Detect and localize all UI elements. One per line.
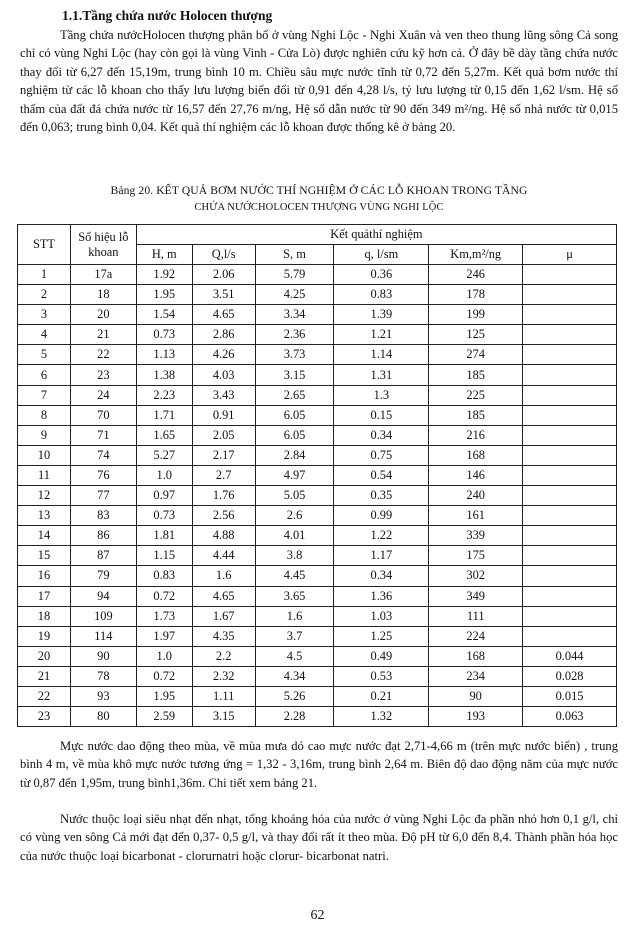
cell-q: 4.88 <box>192 526 255 546</box>
cell-h: 1.92 <box>136 265 192 285</box>
cell-s: 3.8 <box>255 546 334 566</box>
cell-specific-q: 1.17 <box>334 546 429 566</box>
cell-borehole-id: 109 <box>70 606 136 626</box>
cell-stt: 10 <box>18 445 71 465</box>
cell-mu <box>523 285 617 305</box>
cell-s: 4.97 <box>255 465 334 485</box>
cell-mu <box>523 425 617 445</box>
cell-km: 234 <box>429 666 523 686</box>
table-row <box>18 285 617 305</box>
section-heading: 1.1.Tầng chứa nước Holocen thượng <box>62 8 273 23</box>
cell-mu <box>523 365 617 385</box>
cell-specific-q: 1.3 <box>334 385 429 405</box>
cell-q: 4.26 <box>192 345 255 365</box>
cell-s: 4.01 <box>255 526 334 546</box>
table-caption-line2: CHỨA NƯỚCHOLOCEN THƯỢNG VÙNG NGHI LỘC <box>194 202 444 213</box>
cell-s: 1.6 <box>255 606 334 626</box>
cell-specific-q: 1.14 <box>334 345 429 365</box>
cell-km: 274 <box>429 345 523 365</box>
cell-specific-q: 0.75 <box>334 445 429 465</box>
cell-mu <box>523 606 617 626</box>
cell-stt: 14 <box>18 526 71 546</box>
header-km: Km,m²/ng <box>429 245 523 265</box>
cell-stt: 20 <box>18 646 71 666</box>
cell-h: 1.54 <box>136 305 192 325</box>
cell-q: 2.56 <box>192 506 255 526</box>
cell-borehole-id: 79 <box>70 566 136 586</box>
paragraph-intro: Tầng chứa nướcHolocen thượng phân bố ở vùng Nghi Lộc - Nghi Xuân và ven theo thung lũng sông Cả song chỉ có vùng Nghi Lộc (hay còn gọi là vùng Vinh - Cửa Lò) được nghiên cứu kỹ hơn cả. Ở đây bề dày tầng chứa nước thay đổi từ 6,27 đến 15,19m, trung bình 10 m. Chiều sâu mực nước tĩnh từ 0,72 đến 5,27m. Kết quả bơm nước thí nghiệm từ các lỗ khoan cho thấy lưu lượng biến đổi từ 0,91 đến 4,28 l/s, tỷ lưu lượng từ 0,15 đến 1,62 l/sm. Hệ số thấm của đất đá chứa nước từ 16,57 đến 27,76 m/ng, Hệ số dẫn nước từ 90 đến 349 m²/ng. Hệ số nhả nước từ 0,015 đến 0,063; trung bình 0,04. Kết quả thí nghiệm các lỗ khoan được thống kê ở bảng 20. <box>20 28 618 135</box>
cell-borehole-id: 21 <box>70 325 136 345</box>
table-row <box>18 445 617 465</box>
cell-q: 1.67 <box>192 606 255 626</box>
cell-km: 185 <box>429 405 523 425</box>
cell-h: 1.0 <box>136 465 192 485</box>
cell-s: 4.5 <box>255 646 334 666</box>
table-row <box>18 686 617 706</box>
cell-h: 1.97 <box>136 626 192 646</box>
table-row <box>18 646 617 666</box>
cell-q: 4.65 <box>192 586 255 606</box>
cell-q: 4.44 <box>192 546 255 566</box>
cell-q: 2.17 <box>192 445 255 465</box>
cell-s: 4.45 <box>255 566 334 586</box>
cell-h: 1.65 <box>136 425 192 445</box>
cell-stt: 11 <box>18 465 71 485</box>
cell-mu: 0.028 <box>523 666 617 686</box>
cell-specific-q: 0.34 <box>334 425 429 445</box>
cell-borehole-id: 70 <box>70 405 136 425</box>
cell-borehole-id: 17a <box>70 265 136 285</box>
cell-specific-q: 1.25 <box>334 626 429 646</box>
cell-km: 199 <box>429 305 523 325</box>
cell-mu <box>523 265 617 285</box>
cell-stt: 1 <box>18 265 71 285</box>
table-row <box>18 526 617 546</box>
cell-q: 2.06 <box>192 265 255 285</box>
cell-q: 2.2 <box>192 646 255 666</box>
cell-mu <box>523 385 617 405</box>
cell-h: 2.59 <box>136 707 192 727</box>
cell-borehole-id: 86 <box>70 526 136 546</box>
cell-mu: 0.044 <box>523 646 617 666</box>
cell-h: 1.81 <box>136 526 192 546</box>
cell-borehole-id: 77 <box>70 486 136 506</box>
cell-stt: 9 <box>18 425 71 445</box>
cell-specific-q: 1.32 <box>334 707 429 727</box>
cell-borehole-id: 18 <box>70 285 136 305</box>
cell-specific-q: 1.22 <box>334 526 429 546</box>
cell-s: 3.73 <box>255 345 334 365</box>
cell-km: 193 <box>429 707 523 727</box>
cell-specific-q: 0.21 <box>334 686 429 706</box>
cell-stt: 19 <box>18 626 71 646</box>
cell-q: 1.76 <box>192 486 255 506</box>
cell-s: 5.05 <box>255 486 334 506</box>
pumping-test-table <box>17 224 617 727</box>
cell-q: 4.03 <box>192 365 255 385</box>
cell-mu <box>523 586 617 606</box>
table-row <box>18 345 617 365</box>
cell-stt: 5 <box>18 345 71 365</box>
table-body <box>18 265 617 727</box>
cell-specific-q: 0.99 <box>334 506 429 526</box>
cell-s: 4.34 <box>255 666 334 686</box>
cell-s: 3.34 <box>255 305 334 325</box>
cell-s: 2.28 <box>255 707 334 727</box>
cell-stt: 8 <box>18 405 71 425</box>
cell-s: 3.65 <box>255 586 334 606</box>
cell-h: 1.0 <box>136 646 192 666</box>
cell-q: 3.43 <box>192 385 255 405</box>
table-row <box>18 626 617 646</box>
cell-km: 225 <box>429 385 523 405</box>
table-row <box>18 425 617 445</box>
cell-s: 2.36 <box>255 325 334 345</box>
cell-q: 2.05 <box>192 425 255 445</box>
header-stt: STT <box>18 225 71 265</box>
header-mu: μ <box>523 245 617 265</box>
cell-km: 90 <box>429 686 523 706</box>
cell-km: 246 <box>429 265 523 285</box>
cell-h: 0.83 <box>136 566 192 586</box>
cell-km: 168 <box>429 445 523 465</box>
page-number: 62 <box>310 908 325 923</box>
header-specific-q: q, l/sm <box>334 245 429 265</box>
cell-s: 6.05 <box>255 425 334 445</box>
cell-km: 185 <box>429 365 523 385</box>
cell-borehole-id: 71 <box>70 425 136 445</box>
table-row <box>18 606 617 626</box>
cell-h: 1.13 <box>136 345 192 365</box>
cell-borehole-id: 76 <box>70 465 136 485</box>
cell-km: 161 <box>429 506 523 526</box>
table-row <box>18 586 617 606</box>
cell-km: 111 <box>429 606 523 626</box>
cell-specific-q: 0.83 <box>334 285 429 305</box>
header-borehole-id: Số hiệu lỗ khoan <box>70 225 136 265</box>
cell-specific-q: 1.36 <box>334 586 429 606</box>
header-s: S, m <box>255 245 334 265</box>
cell-km: 168 <box>429 646 523 666</box>
cell-stt: 6 <box>18 365 71 385</box>
cell-s: 5.79 <box>255 265 334 285</box>
cell-h: 0.73 <box>136 325 192 345</box>
table-row <box>18 305 617 325</box>
cell-stt: 23 <box>18 707 71 727</box>
cell-stt: 3 <box>18 305 71 325</box>
table-row <box>18 546 617 566</box>
paragraph-water-level: Mực nước dao động theo mùa, về mùa mưa dó cao mực nước đạt 2,71-4,66 m (trên mực nước biển) , trung bình 4 m, về mùa khô mực nước tương ứng = 1,32 - 3,16m, trung bình 2,64 m. Biên độ dao động năm của mực nước từ 0,87 đến 1,95m, trung bình1,36m. Chi tiết xem bảng 21. <box>20 739 618 790</box>
cell-q: 0.91 <box>192 405 255 425</box>
cell-stt: 21 <box>18 666 71 686</box>
cell-h: 1.15 <box>136 546 192 566</box>
header-h: H, m <box>136 245 192 265</box>
cell-borehole-id: 24 <box>70 385 136 405</box>
cell-h: 1.95 <box>136 285 192 305</box>
cell-stt: 13 <box>18 506 71 526</box>
cell-h: 1.71 <box>136 405 192 425</box>
cell-specific-q: 0.36 <box>334 265 429 285</box>
cell-borehole-id: 87 <box>70 546 136 566</box>
table-row <box>18 325 617 345</box>
cell-stt: 2 <box>18 285 71 305</box>
cell-mu: 0.015 <box>523 686 617 706</box>
cell-km: 240 <box>429 486 523 506</box>
cell-h: 0.72 <box>136 666 192 686</box>
cell-q: 1.6 <box>192 566 255 586</box>
cell-km: 339 <box>429 526 523 546</box>
cell-km: 125 <box>429 325 523 345</box>
table-row <box>18 506 617 526</box>
table-caption-line1: Bảng 20. KẾT QUẢ BƠM NƯỚC THÍ NGHIỆM Ở CÁC LỖ KHOAN TRONG TẦNG <box>110 184 528 197</box>
cell-borehole-id: 93 <box>70 686 136 706</box>
cell-specific-q: 1.03 <box>334 606 429 626</box>
cell-km: 175 <box>429 546 523 566</box>
cell-borehole-id: 23 <box>70 365 136 385</box>
cell-borehole-id: 74 <box>70 445 136 465</box>
cell-specific-q: 0.15 <box>334 405 429 425</box>
cell-km: 302 <box>429 566 523 586</box>
cell-km: 349 <box>429 586 523 606</box>
cell-h: 1.73 <box>136 606 192 626</box>
cell-specific-q: 0.35 <box>334 486 429 506</box>
table-row <box>18 566 617 586</box>
cell-mu <box>523 506 617 526</box>
cell-borehole-id: 22 <box>70 345 136 365</box>
cell-mu <box>523 405 617 425</box>
cell-stt: 18 <box>18 606 71 626</box>
cell-mu <box>523 465 617 485</box>
cell-specific-q: 0.34 <box>334 566 429 586</box>
cell-stt: 15 <box>18 546 71 566</box>
cell-km: 224 <box>429 626 523 646</box>
cell-borehole-id: 90 <box>70 646 136 666</box>
cell-q: 2.7 <box>192 465 255 485</box>
cell-q: 3.51 <box>192 285 255 305</box>
cell-h: 0.72 <box>136 586 192 606</box>
header-test-results: Kết quảthí nghiệm <box>136 225 616 245</box>
cell-mu <box>523 626 617 646</box>
cell-s: 3.7 <box>255 626 334 646</box>
cell-specific-q: 1.21 <box>334 325 429 345</box>
paragraph-chemistry: Nước thuộc loại siêu nhạt đến nhạt, tổng khoáng hóa của nước ở vùng Nghi Lộc đa phần nhỏ hơn 0,1 g/l, chỉ có vùng ven sông Cả mới đạt đến 0,37- 0,5 g/l, và thay đổi rất ít theo mùa. Độ pH từ 6,0 đến 8,4. Thành phần hóa học của nước thuộc loại bicarbonat - clorurnatri hoặc clorur- bicarbonat natri. <box>20 812 618 863</box>
cell-mu <box>523 345 617 365</box>
cell-mu <box>523 566 617 586</box>
table-row <box>18 465 617 485</box>
cell-mu <box>523 445 617 465</box>
cell-h: 5.27 <box>136 445 192 465</box>
cell-s: 4.25 <box>255 285 334 305</box>
cell-q: 4.65 <box>192 305 255 325</box>
table-row <box>18 405 617 425</box>
cell-mu <box>523 305 617 325</box>
table-row <box>18 707 617 727</box>
cell-borehole-id: 20 <box>70 305 136 325</box>
cell-stt: 17 <box>18 586 71 606</box>
cell-h: 2.23 <box>136 385 192 405</box>
table-row <box>18 265 617 285</box>
cell-stt: 7 <box>18 385 71 405</box>
table-row <box>18 486 617 506</box>
cell-stt: 16 <box>18 566 71 586</box>
cell-s: 6.05 <box>255 405 334 425</box>
cell-q: 1.11 <box>192 686 255 706</box>
cell-stt: 4 <box>18 325 71 345</box>
cell-borehole-id: 80 <box>70 707 136 727</box>
cell-borehole-id: 78 <box>70 666 136 686</box>
cell-borehole-id: 114 <box>70 626 136 646</box>
cell-s: 2.84 <box>255 445 334 465</box>
cell-km: 146 <box>429 465 523 485</box>
cell-s: 3.15 <box>255 365 334 385</box>
table-row <box>18 666 617 686</box>
cell-stt: 12 <box>18 486 71 506</box>
cell-mu: 0.063 <box>523 707 617 727</box>
cell-mu <box>523 325 617 345</box>
table-row <box>18 365 617 385</box>
cell-s: 2.6 <box>255 506 334 526</box>
cell-q: 2.86 <box>192 325 255 345</box>
cell-specific-q: 0.49 <box>334 646 429 666</box>
cell-q: 4.35 <box>192 626 255 646</box>
cell-q: 3.15 <box>192 707 255 727</box>
table-row <box>18 385 617 405</box>
header-q: Q,l/s <box>192 245 255 265</box>
cell-borehole-id: 83 <box>70 506 136 526</box>
cell-mu <box>523 486 617 506</box>
cell-s: 2.65 <box>255 385 334 405</box>
cell-q: 2.32 <box>192 666 255 686</box>
cell-mu <box>523 526 617 546</box>
cell-specific-q: 0.53 <box>334 666 429 686</box>
cell-s: 5.26 <box>255 686 334 706</box>
cell-specific-q: 1.39 <box>334 305 429 325</box>
cell-borehole-id: 94 <box>70 586 136 606</box>
cell-h: 1.38 <box>136 365 192 385</box>
cell-h: 0.73 <box>136 506 192 526</box>
cell-h: 0.97 <box>136 486 192 506</box>
cell-specific-q: 1.31 <box>334 365 429 385</box>
cell-stt: 22 <box>18 686 71 706</box>
cell-specific-q: 0.54 <box>334 465 429 485</box>
cell-km: 216 <box>429 425 523 445</box>
cell-mu <box>523 546 617 566</box>
cell-h: 1.95 <box>136 686 192 706</box>
cell-km: 178 <box>429 285 523 305</box>
